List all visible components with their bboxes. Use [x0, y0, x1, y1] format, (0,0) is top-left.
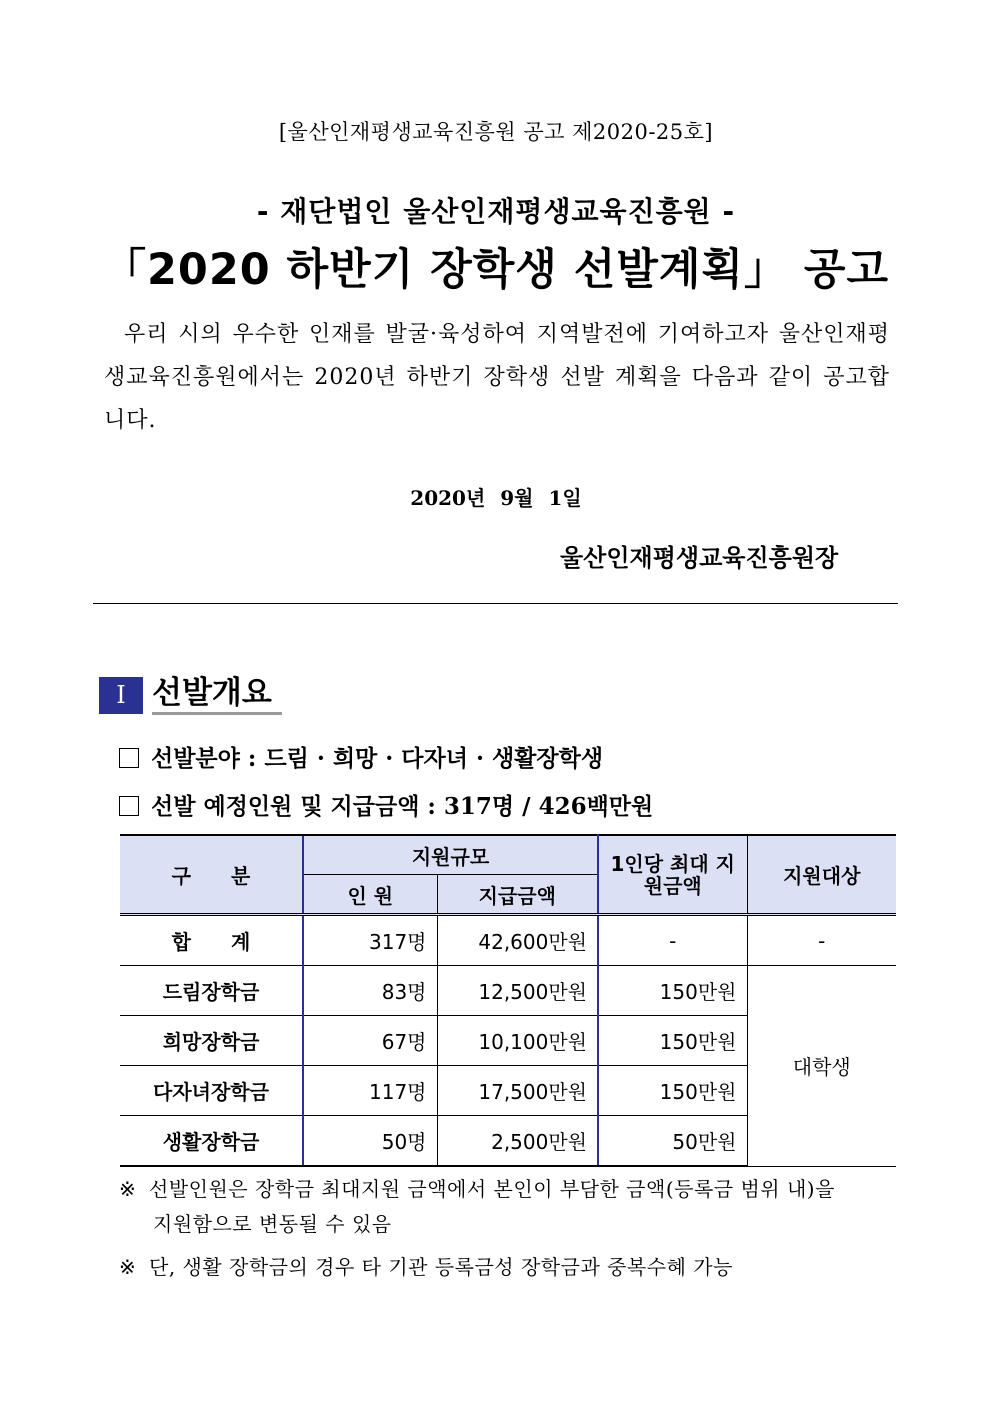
row-name: 드림장학금 [120, 966, 303, 1016]
signer: 울산인재평생교육진흥원장 [560, 544, 839, 572]
row-amount: 10,100만원 [437, 1016, 598, 1066]
row-amount: 2,500만원 [437, 1116, 598, 1167]
bullet-headcount-amount [119, 788, 653, 821]
row-name: 합 계 [120, 915, 303, 966]
note-text: 선발인원은 장학금 최대지원 금액에서 본인이 부담한 금액(등록금 범위 내)을 [149, 1177, 835, 1201]
scholarship-table [120, 834, 896, 1167]
row-amount: 42,600만원 [437, 915, 598, 966]
row-name: 생활장학금 [120, 1116, 303, 1167]
table-row [120, 915, 896, 966]
table-row [120, 966, 896, 1016]
header-category: 구 분 [120, 835, 303, 915]
row-people: 67명 [303, 1016, 437, 1066]
row-max: - [598, 915, 747, 966]
note-2 [119, 1250, 897, 1285]
row-people: 317명 [303, 915, 437, 966]
row-max: 50만원 [598, 1116, 747, 1167]
notice-number: [울산인재평생교육진흥원 공고 제2020-25호] [278, 120, 714, 144]
header-max-per-person: 1인당 최대 지원금액 [598, 835, 747, 915]
row-name: 다자녀장학금 [120, 1066, 303, 1116]
row-amount: 12,500만원 [437, 966, 598, 1016]
page-title: 「2020 하반기 장학생 선발계획」 공고 [102, 245, 889, 295]
organization-subtitle: - 재단법인 울산인재평생교육진흥원 - [256, 195, 736, 228]
row-people: 83명 [303, 966, 437, 1016]
row-max: 150만원 [598, 966, 747, 1016]
bullet-text: 선발분야 : 드림 · 희망 · 다자녀 · 생활장학생 [151, 745, 604, 772]
header-amount: 지급금액 [437, 875, 598, 915]
bullet-selection-field [119, 740, 603, 773]
divider [93, 603, 898, 604]
header-target: 지원대상 [747, 835, 896, 915]
note-1 [119, 1172, 897, 1242]
section-number-badge: Ⅰ [99, 677, 143, 714]
merged-target: 대학생 [747, 966, 896, 1167]
row-max: 150만원 [598, 1066, 747, 1116]
header-people: 인 원 [303, 875, 437, 915]
checkbox-square-icon [119, 796, 139, 816]
reference-mark: ※ [119, 1255, 137, 1279]
row-people: 117명 [303, 1066, 437, 1116]
row-target: - [747, 915, 896, 966]
note-text: 단, 생활 장학금의 경우 타 기관 등록금성 장학금과 중복수혜 가능 [149, 1255, 733, 1279]
bullet-text: 선발 예정인원 및 지급금액 : 317명 / 426백만원 [151, 793, 654, 820]
header-support-scale: 지원규모 [303, 835, 598, 875]
row-amount: 17,500만원 [437, 1066, 598, 1116]
section-title: 선발개요 [152, 674, 282, 715]
row-max: 150만원 [598, 1016, 747, 1066]
row-people: 50명 [303, 1116, 437, 1167]
intro-paragraph: 우리 시의 우수한 인재를 발굴·육성하여 지역발전에 기여하고자 울산인재평생교육진흥원에서는 2020년 하반기 장학생 선발 계획을 다음과 같이 공고합니다. [104, 322, 890, 433]
table-header-row [120, 835, 896, 875]
notice-date: 2020년 9월 1일 [410, 486, 582, 510]
reference-mark: ※ [119, 1177, 137, 1201]
checkbox-square-icon [119, 748, 139, 768]
row-name: 희망장학금 [120, 1016, 303, 1066]
note-text-continued: 지원함으로 변동될 수 있음 [153, 1212, 392, 1236]
